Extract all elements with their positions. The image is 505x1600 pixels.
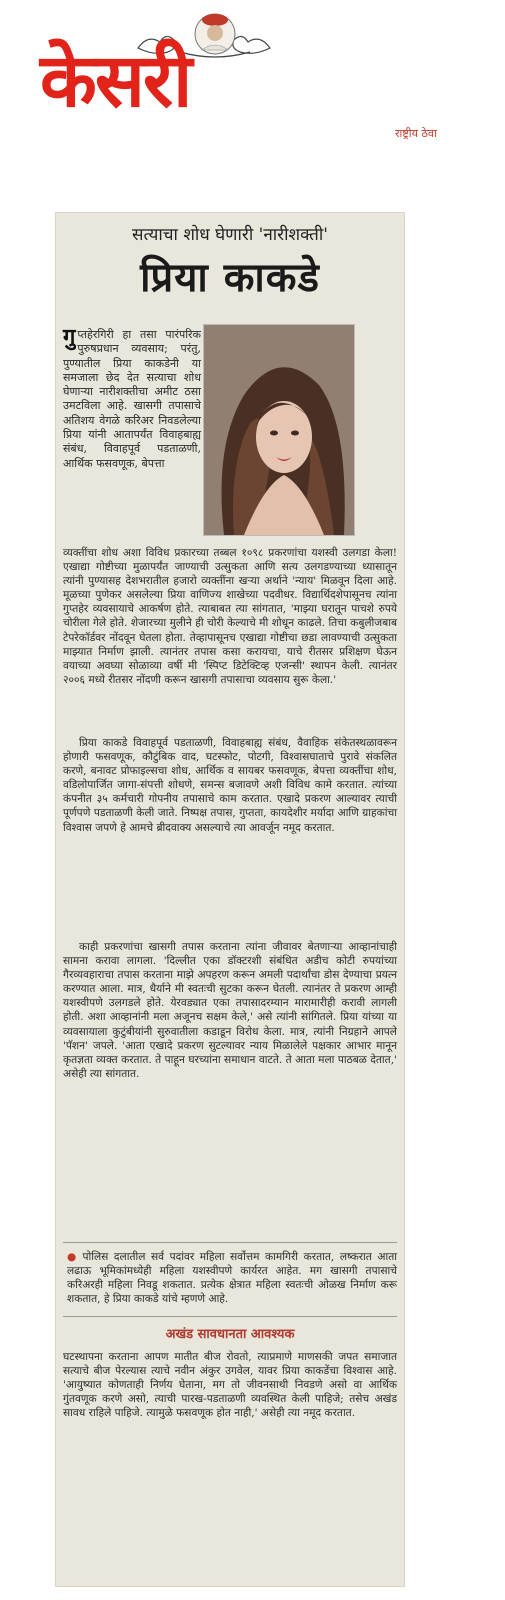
masthead-logo: केसरी xyxy=(40,38,191,124)
masthead-tagline: राष्ट्रीय ठेवा xyxy=(395,127,437,140)
intro-text: प्तहेरगिरी हा तसा पारंपरिक पुरुषप्रधान व्यवसाय; परंतु, पुण्यातील प्रिया काकडेनी या समजाला छेद देत सत्याचा शोध घेणाऱ्या नारीशक्तीचा अमीट ठसा उमटविला आहे. खासगी तपासाचे अतिशय वेगळे करिअर निवडलेल्या प्रिया यांनी आतापर्यंत विवाहबाह्य संबंध, विवाहपूर्व पडताळणी, आर्थिक फसवणूक, बेपत्ता xyxy=(63,328,201,470)
newspaper-clipping xyxy=(55,212,405,1587)
dropcap: गु xyxy=(63,324,76,350)
bullet-icon: ● xyxy=(67,1251,79,1263)
article-intro xyxy=(63,324,201,471)
bullet-text: पोलिस दलातील सर्व पदांवर महिला सर्वोत्तम कामगिरी करतात, लष्करात आता लढाऊ भूमिकांमध्येही महिला यशस्वीपणे कार्यरत आहेत. मग खासगी तपासाचे करिअरही महिला निवडू शकतात. प्रत्येक क्षेत्रात महिला स्वतःची ओळख निर्माण करू शकतात, हे प्रिया काकडे यांचे म्हणणे आहे. xyxy=(67,1251,398,1306)
section-divider xyxy=(63,1242,397,1243)
article-paragraph-2: प्रिया काकडे विवाहपूर्व पडताळणी, विवाहबाह्य संबंध, वैवाहिक संकेतस्थळावरून होणारी फसवणूक, कौटुंबिक वाद, घटस्फोट, पोटगी, विश्वासघाताचे पुरावे संकलित करणे, बनावट प्रोफाइल्सचा शोध, आर्थिक व सायबर फसवणूक, बेपत्ता व्यक्तींचा शोध, वडिलोपार्जित जागा-संपत्ती शोधणे, समन्स बजावणे अशी विविध कामे करतात. त्यांच्या कंपनीत ३५ कर्मचारी गोपनीय तपासाचे काम करतात. एखादे प्रकरण आल्यावर त्याची पूर्णपणे पडताळणी केली जाते. निष्पक्ष तपास, गुप्तता, कायदेशीर मर्यादा आणि ग्राहकांचा विश्वास जपणे हे आमचे ब्रीदवाक्य असल्याचे त्या आवर्जून नमूद करतात. xyxy=(63,737,397,834)
masthead xyxy=(0,0,505,190)
article-paragraph-3: काही प्रकरणांचा खासगी तपास करताना त्यांना जीवावर बेतणाऱ्या आव्हानांचाही सामना करावा लागला. 'दिल्लीत एका डॉक्टरशी संबंधित अडीच कोटी रुपयांच्या गैरव्यवहाराचा तपास करताना माझे अपहरण करून अमली पदार्थांचा डोस देण्याचा प्रयत्न करण्यात आला. मात्र, धैर्याने मी स्वतःची सुटका करून घेतली. त्यानंतर ते प्रकरण आम्ही यशस्वीपणे उलगडले होते. येरवड्यात एका तपासादरम्यान मारामारीही करावी लागली होती. अशा आव्हानांनी मला अजूनच सक्षम केले,' असे त्यांनी सांगितले. प्रिया यांच्या या व्यवसायाला कुटुंबीयांनी सुरुवातीला कडाडून विरोध केला. मात्र, त्यांनी निग्रहाने आपले 'पॅशन' जपले. 'आता एखादे प्रकरण सुटल्यावर न्याय मिळालेले पक्षकार आभार मानून कृतज्ञता व्यक्त करतात. ते पाहून घरच्यांना समाधान वाटते. ते आता मला पाठबळ देतात,' असेही त्या सांगतात. xyxy=(63,941,397,1080)
article-kicker: सत्याचा शोध घेणारी 'नारीशक्ती' xyxy=(132,225,328,245)
portrait-image-icon xyxy=(204,325,354,535)
article-bullet xyxy=(67,1250,397,1306)
portrait-photo xyxy=(203,324,355,536)
section-divider-2 xyxy=(63,1316,397,1317)
article-paragraph-1: व्यक्तींचा शोध अशा विविध प्रकारच्या तब्बल १०९८ प्रकरणांचा यशस्वी उलगडा केला! एखाद्या गोष्टीच्या मुळापर्यंत जाण्याची उत्सुकता आणि सत्य उलगडण्याच्या ध्यासातून त्यांनी पुण्यासह देशभरातील हजारो व्यक्तींना खऱ्या अर्थाने 'न्याय' मिळवून दिला आहे. मूळच्या पुणेकर असलेल्या प्रिया वाणिज्य शाखेच्या पदवीधर. विद्यार्थिदशेपासूनच त्यांना गुप्तहेर व्यवसायाचे आकर्षण होते. त्याबाबत त्या सांगतात, 'माझ्या घरातून पाचशे रुपये चोरीला गेले होते. शेजारच्या मुलीने ही चोरी केल्याचे मी शोधून काढले. तिचा कबुलीजबाब टेपरेकॉर्डवर नोंदवून घेतला होता. तेव्हापासूनच एखाद्या गोष्टीचा छडा लावण्याची उत्सुकता माझ्यात निर्माण झाली. त्यानंतर तपास कसा करायचा, याचे रीतसर प्रशिक्षण घेऊन वयाच्या अवघ्या सोळाव्या वर्षी मी 'स्पिप्ट डिटेक्टिव्ह एजन्सी' स्थापन केली. त्यानंतर २००६ मध्ये रीतसर नोंदणी करून खासगी तपासाचा व्यवसाय सुरू केला.' xyxy=(63,547,397,686)
article-subhead: अखंड सावधानता आवश्यक xyxy=(165,1327,295,1342)
article-paragraph-4: घटस्थापना करताना आपण मातीत बीज रोवतो, त्याप्रमाणे माणसकी जपत समाजात सत्याचे बीज पेरल्यास त्याचे नवीन अंकुर उगवेल, यावर प्रिया काकडेंचा विश्वास आहे. 'आयुष्यात कोणताही निर्णय घेताना, मग तो जीवनसाथी निवडणे असो वा आर्थिक गुंतवणूक करणे असो, त्याची पारख-पडताळणी व्यवस्थित केली पाहिजे; तसेच अखंड सावध राहिले पाहिजे. त्यामुळे फसवणूक होत नाही,' असेही त्या नमूद करतात. xyxy=(63,1351,397,1420)
article-headline: प्रिया काकडे xyxy=(140,254,320,301)
